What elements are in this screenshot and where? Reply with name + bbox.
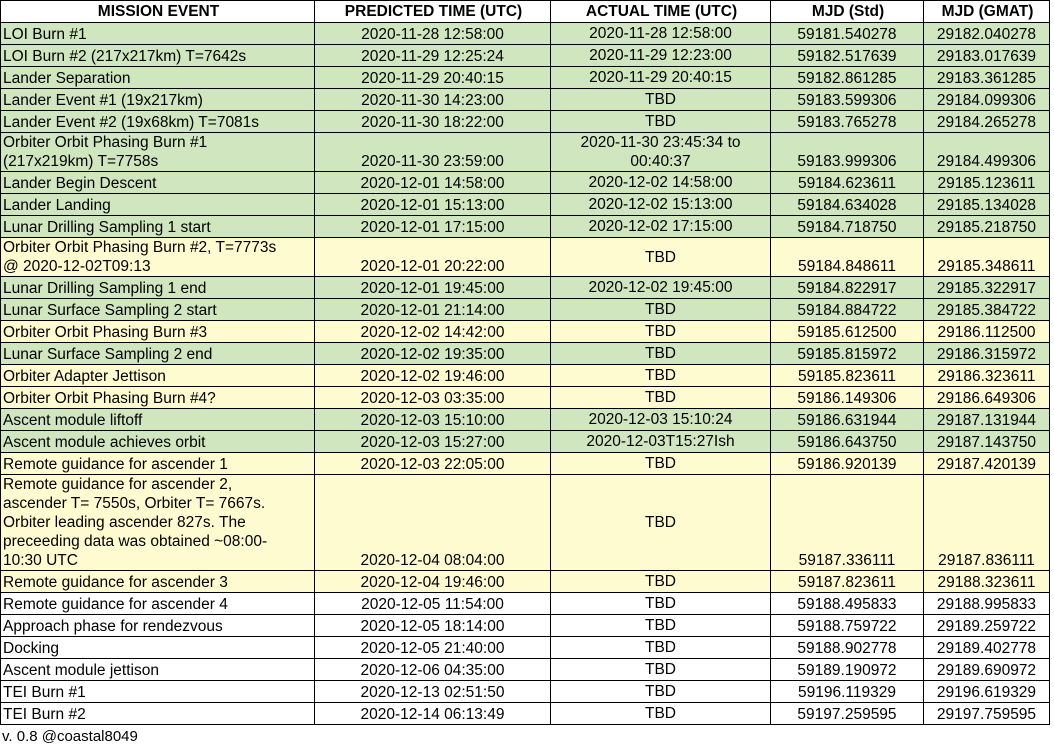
mjd-gmat-cell: 29189.402778 [924,637,1050,659]
mjd-gmat-cell: 29185.384722 [924,299,1050,321]
mjd-gmat-cell: 29186.323611 [924,365,1050,387]
mjd-std-cell: 59187.336111 [771,475,924,571]
mjd-gmat-cell: 29186.649306 [924,387,1050,409]
mjd-gmat-cell: 29184.499306 [924,133,1050,172]
table-row [1,343,1050,365]
mjd-std-cell: 59184.848611 [771,238,924,277]
actual-time-cell: TBD [551,238,771,277]
mjd-std-cell: 59188.902778 [771,637,924,659]
actual-time-cell: 2020-11-29 12:23:00 [551,45,771,67]
actual-time-cell: TBD [551,343,771,365]
event-cell: Docking [1,637,315,659]
event-cell: Orbiter Orbit Phasing Burn #2, T=7773s @ 2020-12-02T09:13 [1,238,315,277]
table-row [1,321,1050,343]
table-row [1,409,1050,431]
mjd-gmat-cell: 29187.143750 [924,431,1050,453]
event-cell: Ascent module achieves orbit [1,431,315,453]
predicted-time-cell: 2020-12-01 20:22:00 [315,238,551,277]
mjd-std-cell: 59186.643750 [771,431,924,453]
header-mission-event: MISSION EVENT [1,1,315,23]
actual-time-cell: 2020-11-28 12:58:00 [551,23,771,45]
predicted-time-cell: 2020-12-05 21:40:00 [315,637,551,659]
mjd-std-cell: 59184.623611 [771,172,924,194]
actual-time-cell: TBD [551,615,771,637]
event-cell: Lunar Surface Sampling 2 end [1,343,315,365]
event-cell: Orbiter Orbit Phasing Burn #3 [1,321,315,343]
mjd-gmat-cell: 29186.112500 [924,321,1050,343]
predicted-time-cell: 2020-11-30 23:59:00 [315,133,551,172]
mjd-gmat-cell: 29185.134028 [924,194,1050,216]
actual-time-cell: TBD [551,299,771,321]
event-cell: Remote guidance for ascender 4 [1,593,315,615]
actual-time-cell: 2020-11-30 23:45:34 to 00:40:37 [551,133,771,172]
predicted-time-cell: 2020-12-04 19:46:00 [315,571,551,593]
mjd-std-cell: 59185.823611 [771,365,924,387]
actual-time-cell: TBD [551,681,771,703]
table-body [1,23,1050,725]
header-row [1,1,1050,23]
table-row [1,453,1050,475]
event-cell: Lander Separation [1,67,315,89]
actual-time-cell: 2020-12-02 15:13:00 [551,194,771,216]
predicted-time-cell: 2020-11-29 20:40:15 [315,67,551,89]
mjd-std-cell: 59184.718750 [771,216,924,238]
event-cell: LOI Burn #1 [1,23,315,45]
actual-time-cell: TBD [551,387,771,409]
predicted-time-cell: 2020-12-03 15:27:00 [315,431,551,453]
table-row [1,387,1050,409]
mjd-std-cell: 59185.612500 [771,321,924,343]
event-cell: Lander Begin Descent [1,172,315,194]
table-row [1,703,1050,725]
mjd-std-cell: 59185.815972 [771,343,924,365]
table-row [1,593,1050,615]
event-cell: Orbiter Adapter Jettison [1,365,315,387]
mjd-gmat-cell: 29187.420139 [924,453,1050,475]
event-cell: Ascent module jettison [1,659,315,681]
actual-time-cell: TBD [551,637,771,659]
table-row [1,111,1050,133]
mjd-std-cell: 59184.884722 [771,299,924,321]
mjd-gmat-cell: 29182.040278 [924,23,1050,45]
table-row [1,89,1050,111]
mjd-gmat-cell: 29188.995833 [924,593,1050,615]
mjd-gmat-cell: 29185.348611 [924,238,1050,277]
mjd-std-cell: 59189.190972 [771,659,924,681]
mjd-gmat-cell: 29184.099306 [924,89,1050,111]
table-row [1,365,1050,387]
mjd-gmat-cell: 29185.218750 [924,216,1050,238]
mjd-gmat-cell: 29187.131944 [924,409,1050,431]
event-cell: Remote guidance for ascender 2, ascender T= 7550s, Orbiter T= 7667s. Orbiter leading ascender 827s. The preceeding data was obtained ~08:00- 10:30 UTC [1,475,315,571]
mjd-std-cell: 59186.920139 [771,453,924,475]
header-mjd-gmat: MJD (GMAT) [924,1,1050,23]
table-row [1,133,1050,172]
mjd-gmat-cell: 29186.315972 [924,343,1050,365]
mjd-std-cell: 59188.495833 [771,593,924,615]
actual-time-cell: TBD [551,703,771,725]
header-predicted-time: PREDICTED TIME (UTC) [315,1,551,23]
mjd-std-cell: 59187.823611 [771,571,924,593]
event-cell: Orbiter Orbit Phasing Burn #1 (217x219km) T=7758s [1,133,315,172]
event-cell: Remote guidance for ascender 3 [1,571,315,593]
mjd-gmat-cell: 29185.322917 [924,277,1050,299]
predicted-time-cell: 2020-12-05 11:54:00 [315,593,551,615]
predicted-time-cell: 2020-12-01 17:15:00 [315,216,551,238]
table-row [1,194,1050,216]
event-cell: Lunar Drilling Sampling 1 start [1,216,315,238]
mjd-std-cell: 59181.540278 [771,23,924,45]
actual-time-cell: 2020-12-02 19:45:00 [551,277,771,299]
actual-time-cell: 2020-12-03 15:10:24 [551,409,771,431]
actual-time-cell: TBD [551,365,771,387]
table-row [1,67,1050,89]
predicted-time-cell: 2020-12-06 04:35:00 [315,659,551,681]
predicted-time-cell: 2020-12-01 19:45:00 [315,277,551,299]
mjd-std-cell: 59196.119329 [771,681,924,703]
predicted-time-cell: 2020-12-02 14:42:00 [315,321,551,343]
predicted-time-cell: 2020-12-03 03:35:00 [315,387,551,409]
predicted-time-cell: 2020-12-14 06:13:49 [315,703,551,725]
table-row [1,637,1050,659]
predicted-time-cell: 2020-11-30 14:23:00 [315,89,551,111]
event-cell: Lander Landing [1,194,315,216]
table-row [1,277,1050,299]
predicted-time-cell: 2020-11-28 12:58:00 [315,23,551,45]
actual-time-cell: TBD [551,89,771,111]
event-cell: Lunar Drilling Sampling 1 end [1,277,315,299]
actual-time-cell: 2020-12-02 14:58:00 [551,172,771,194]
predicted-time-cell: 2020-12-03 15:10:00 [315,409,551,431]
mjd-std-cell: 59183.999306 [771,133,924,172]
mjd-gmat-cell: 29196.619329 [924,681,1050,703]
table-row [1,659,1050,681]
table-row [1,615,1050,637]
header-actual-time: ACTUAL TIME (UTC) [551,1,771,23]
actual-time-cell: TBD [551,321,771,343]
table-row [1,431,1050,453]
mjd-std-cell: 59184.634028 [771,194,924,216]
mjd-gmat-cell: 29188.323611 [924,571,1050,593]
actual-time-cell: TBD [551,475,771,571]
predicted-time-cell: 2020-12-13 02:51:50 [315,681,551,703]
predicted-time-cell: 2020-11-29 12:25:24 [315,45,551,67]
mjd-std-cell: 59182.861285 [771,67,924,89]
table-row [1,23,1050,45]
predicted-time-cell: 2020-12-03 22:05:00 [315,453,551,475]
table-row [1,681,1050,703]
mjd-std-cell: 59182.517639 [771,45,924,67]
table-row [1,571,1050,593]
predicted-time-cell: 2020-12-04 08:04:00 [315,475,551,571]
table-row [1,45,1050,67]
mjd-std-cell: 59186.149306 [771,387,924,409]
mjd-gmat-cell: 29189.690972 [924,659,1050,681]
mjd-gmat-cell: 29184.265278 [924,111,1050,133]
table-row [1,172,1050,194]
mjd-std-cell: 59188.759722 [771,615,924,637]
event-cell: Lander Event #1 (19x217km) [1,89,315,111]
predicted-time-cell: 2020-12-01 14:58:00 [315,172,551,194]
predicted-time-cell: 2020-12-01 21:14:00 [315,299,551,321]
event-cell: TEI Burn #2 [1,703,315,725]
actual-time-cell: TBD [551,571,771,593]
header-mjd-std: MJD (Std) [771,1,924,23]
mjd-std-cell: 59183.599306 [771,89,924,111]
event-cell: Lunar Surface Sampling 2 start [1,299,315,321]
actual-time-cell: 2020-11-29 20:40:15 [551,67,771,89]
predicted-time-cell: 2020-12-01 15:13:00 [315,194,551,216]
actual-time-cell: TBD [551,453,771,475]
actual-time-cell: 2020-12-03T15:27Ish [551,431,771,453]
table-row [1,299,1050,321]
event-cell: Ascent module liftoff [1,409,315,431]
predicted-time-cell: 2020-11-30 18:22:00 [315,111,551,133]
mjd-gmat-cell: 29183.017639 [924,45,1050,67]
mjd-std-cell: 59183.765278 [771,111,924,133]
predicted-time-cell: 2020-12-05 18:14:00 [315,615,551,637]
mjd-std-cell: 59186.631944 [771,409,924,431]
event-cell: Approach phase for rendezvous [1,615,315,637]
event-cell: Lander Event #2 (19x68km) T=7081s [1,111,315,133]
mjd-gmat-cell: 29189.259722 [924,615,1050,637]
event-cell: TEI Burn #1 [1,681,315,703]
mjd-gmat-cell: 29197.759595 [924,703,1050,725]
table-row [1,238,1050,277]
actual-time-cell: 2020-12-02 17:15:00 [551,216,771,238]
mjd-gmat-cell: 29187.836111 [924,475,1050,571]
actual-time-cell: TBD [551,111,771,133]
mjd-std-cell: 59197.259595 [771,703,924,725]
actual-time-cell: TBD [551,659,771,681]
predicted-time-cell: 2020-12-02 19:35:00 [315,343,551,365]
event-cell: Remote guidance for ascender 1 [1,453,315,475]
event-cell: Orbiter Orbit Phasing Burn #4? [1,387,315,409]
mjd-gmat-cell: 29183.361285 [924,67,1050,89]
mjd-gmat-cell: 29185.123611 [924,172,1050,194]
predicted-time-cell: 2020-12-02 19:46:00 [315,365,551,387]
version-footer: v. 0.8 @coastal8049 [2,728,138,745]
table-row [1,216,1050,238]
actual-time-cell: TBD [551,593,771,615]
table-row [1,475,1050,571]
mjd-std-cell: 59184.822917 [771,277,924,299]
event-cell: LOI Burn #2 (217x217km) T=7642s [1,45,315,67]
